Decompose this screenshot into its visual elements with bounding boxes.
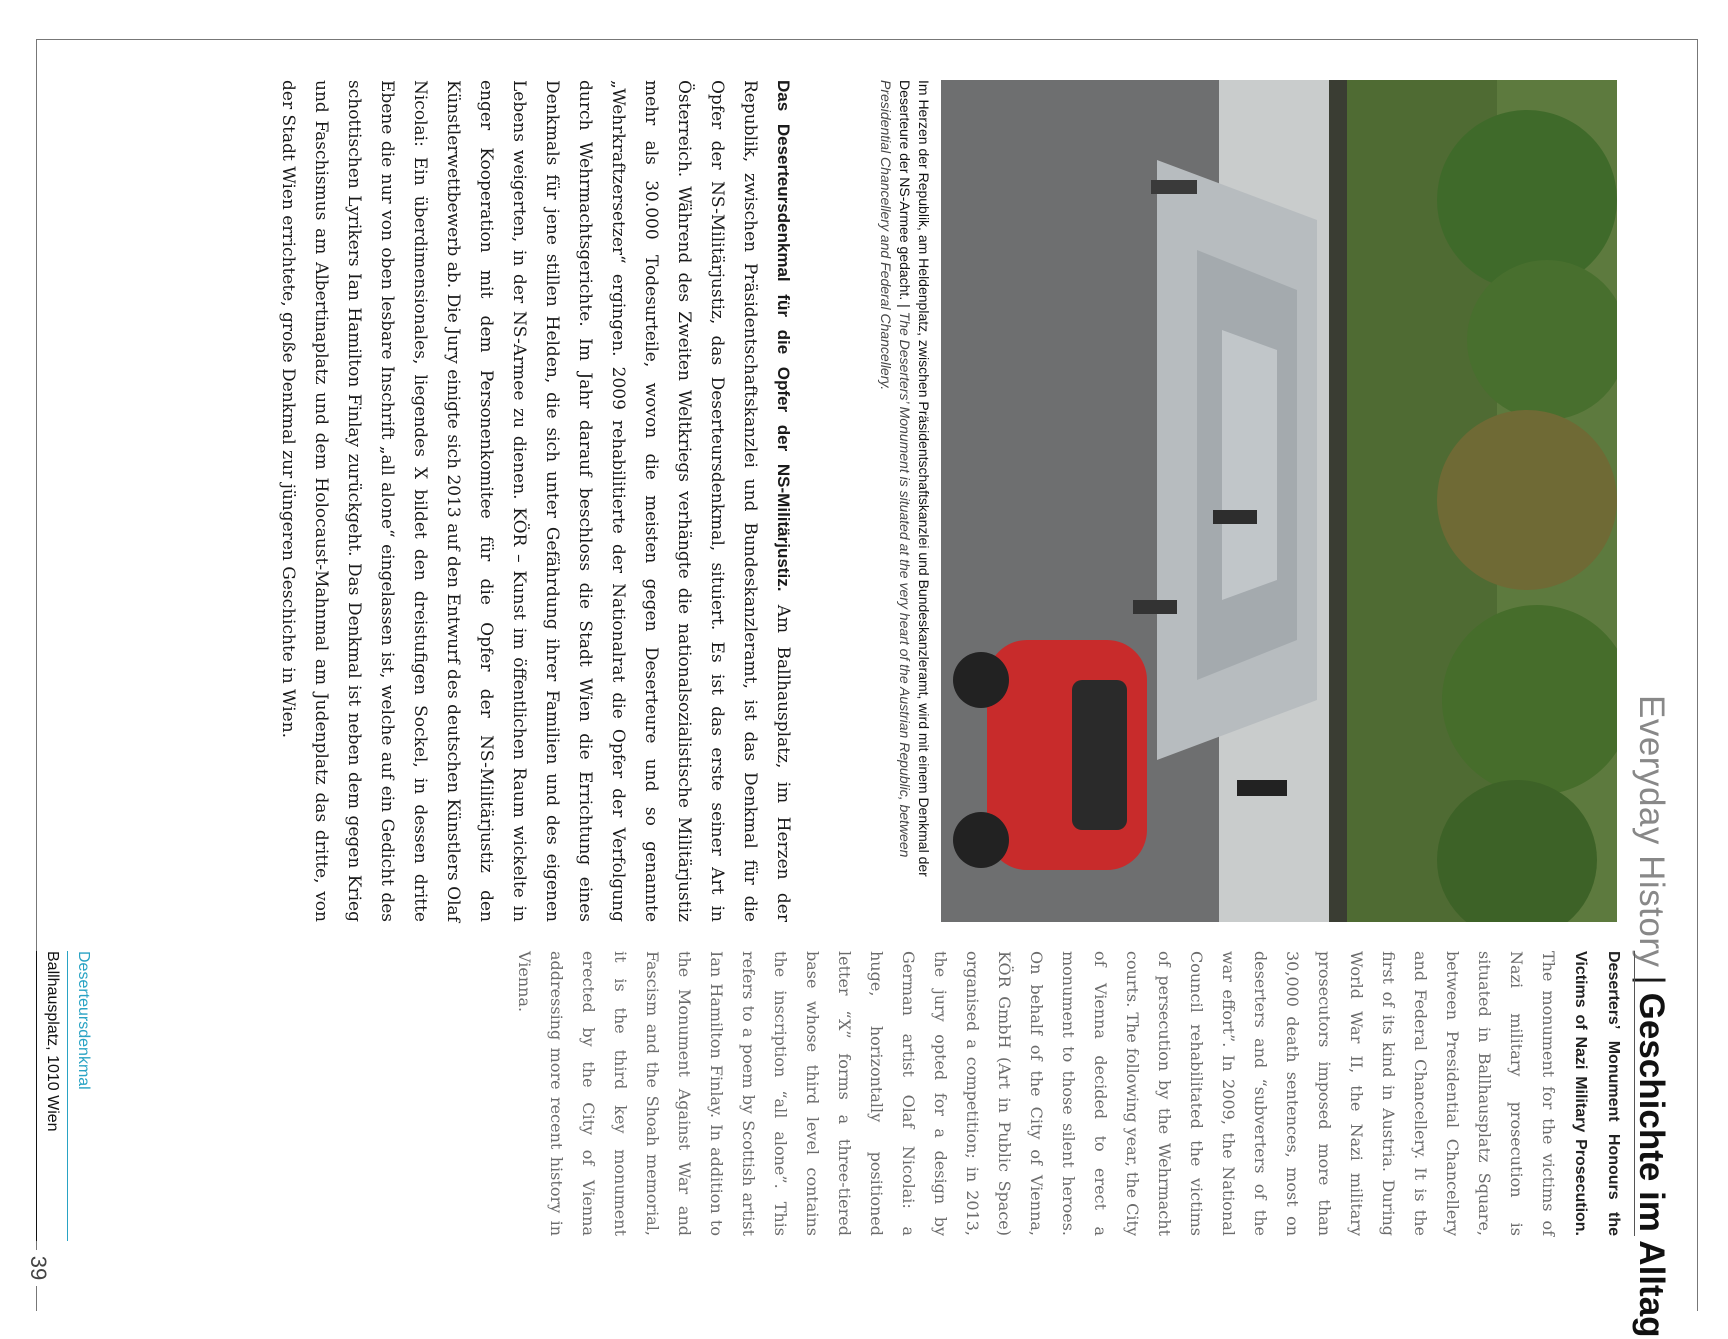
page-number: 39 [20, 1250, 56, 1286]
location-title-link[interactable]: Deserteursdenkmal [67, 951, 98, 1241]
photo-caption [876, 80, 933, 922]
section-title-de: Geschichte im Alltag [1632, 992, 1671, 1338]
section-separator: | [1632, 975, 1671, 985]
photo-deserters-monument-icon [941, 80, 1617, 922]
section-title-en: Everyday History [1632, 695, 1671, 968]
caption-en: The Deserters’ Monument is situated at the very heart of the Austrian Republic, between Presidential Chancellery and Federal Chancellery. [878, 80, 913, 858]
monument-photo [941, 80, 1617, 922]
location-address: Ballhausplatz, 1010 Wien [36, 951, 67, 1241]
article-de [271, 80, 800, 922]
article-en-body: The monument for the victims of Nazi military prosecution is situated in Ballhausplatz Square, between Presidential Chancellery and Federal Chancellery. It is the first of its kind in Austria. During World War II, the Nazi military prosecutors imposed more than 30,000 death sentences, most on deserters and “subverters of the war effort”. In 2009, the National Council rehabilitated the victims of persecution by the Wehrmacht courts. The following year, the City of Vienna decided to erect a monument to those silent heroes. On behalf of the City of Vienna, KÖR GmbH (Art in Public Space) organised a competition; in 2013, the jury opted for a design by German artist Olaf Nicolai: a huge, horizontally positioned letter “X” forms a three-tiered base whose third level contains the inscription “all alone”. This refers to a poem by Scottish artist Ian Hamilton Finlay. In addition to the Monument Against War and Fascism and the Shoah memorial, it is the third key monument erected by the City of Vienna addressing more recent history in Vienna. [515, 951, 1558, 1236]
location-info [36, 951, 98, 1241]
caption-de: Im Herzen der Republik, am Heldenplatz, zwischen Präsidentschaftskanzlei und Bundeskanzleramt, wird mit einem Denkmal der Deserteure der NS-Armee gedacht. | [897, 80, 932, 877]
article-en [508, 951, 1630, 1236]
article-en-lead: Deserters’ Monument Honours the Victims of Nazi Military Prosecution. [1572, 951, 1622, 1236]
column-divider [1634, 951, 1635, 1236]
article-de-body: Am Ballhausplatz, im Herzen der Republik, zwischen Präsidentschaftskanzlei und Bundeskanzleramt, ist das Denkmal für die Opfer der NS-Militärjustiz, das Deserteursdenkmal, situiert. Es ist das erste seiner Art in Österreich. Während des Zweiten Weltkriegs verhängte die nationalsozialistische Militärjustiz mehr als 30.000 Todesurteile, wovon die meisten gegen Deserteure und so genannte „Wehrkraftzersetzer“ ergingen. 2009 rehabilitierte der Nationalrat die Opfer der Verfolgung durch Wehrmachtsgerichte. Im Jahr darauf beschloss die Stadt Wien die Errichtung eines Denkmals für jene stillen Helden, die sich unter Gefährdung ihrer Familien und des eigenen Lebens weigerten, in der NS-Armee zu dienen. KÖR – Kunst im öffentlichen Raum wickelte in enger Kooperation mit dem Personenkomitee für die Opfer der NS-Militärjustiz den Künstlerwettbewerb ab. Die Jury einigte sich 2013 auf den Entwurf des deutschen Künstlers Olaf Nicolai: Ein überdimensionales, liegendes X bildet den dreistufigen Sockel, in dessen dritte Ebene die nur von oben lesbare Inschrift „all alone“ eingelassen ist, welche auf ein Gedicht des schottischen Lyrikers Ian Hamilton Finlay zurückgeht. Das Denkmal ist neben dem gegen Krieg und Faschismus am Albertinaplatz und dem Holocaust-Mahnmal am Judenplatz das dritte, von der Stadt Wien errichtete, große Denkmal zur jüngeren Geschichte in Wien. [278, 80, 793, 922]
article-de-lead: Das Deserteursdenkmal für die Opfer der NS-Militärjustiz. [774, 80, 793, 592]
